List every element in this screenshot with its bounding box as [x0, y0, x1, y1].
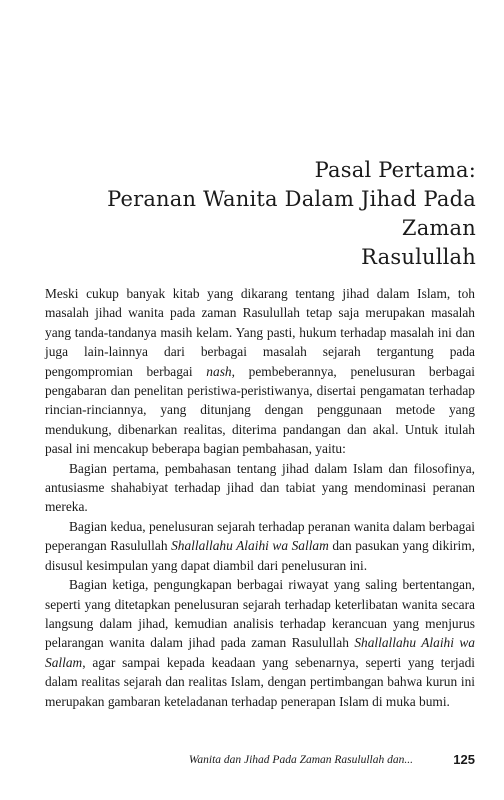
part-1-text: Bagian pertama, pembahasan tentang jihad dalam Islam dan filosofinya, antusiasme shahabiyat terhadap jihad dan tabiat yang mendominasi peranan mereka.: [45, 460, 475, 515]
intro-text: Meski cukup banyak kitab yang dikarang tentang jihad dalam Islam, toh masalah jihad wanita pada zaman Rasulullah tetap saja merupakan masalah yang tanda-tandanya masih kelam. Yang pasti, hukum terhadap masalah ini dan juga lain-lainnya dari berbagai masalah sejarah tergantung pada pengompromian berbagai: [45, 286, 475, 379]
part-3-text-b: , agar sampai kepada keadaan yang sebenarnya, seperti yang terjadi dalam realitas sejarah dan realitas Islam, dengan pertimbangan bahwa kurun ini merupakan gambaran keteladanan terhadap penerapan Islam di muka bumi.: [45, 654, 475, 709]
chapter-title-line-2: Peranan Wanita Dalam Jihad Pada Zaman: [107, 187, 476, 240]
intro-text-rest: , pembeberannya, penelusuran berbagai pengabaran dan penelitan peristiwa-peristiwanya, disertai pengamatan terhadap rincian-rinciannya, yang ditunjang dengan penggunaan metode yang mendukung, dibenarkan realitas, diterima pandangan dan akal. Untuk itulah pasal ini mencakup beberapa bagian pembahasan, yaitu:: [45, 363, 476, 457]
page-footer: [40, 752, 475, 772]
body-text: [45, 284, 475, 711]
part-2-italic-phrase: Shallallahu Alaihi wa Sallam: [171, 538, 329, 554]
part-2-text-a: Bagian kedua, penelusuran sejarah terhadap peranan wanita dalam berbagai peperangan Rasulullah: [45, 518, 475, 554]
part-1-paragraph: [45, 459, 475, 517]
part-3-text-a: Bagian ketiga, pengungkapan berbagai riwayat yang saling bertentangan, seperti yang ditetapkan penelusuran sejarah terhadap keterlibatan wanita secara langsung dalam jihad, kemudian analisis terhadap kerancuan yang menjurus pelarangan wanita dalam jihad pada zaman Rasulullah: [45, 577, 475, 651]
part-3-italic-phrase: Shallallahu Alaihi wa Sallam: [45, 635, 476, 670]
part-2-text-b: dan pasukan yang dikirim, disusul kesimpulan yang dapat diambil dari penelusuran ini.: [45, 538, 475, 573]
intro-italic-term: nash: [206, 363, 232, 379]
part-3-paragraph: [45, 575, 475, 711]
chapter-title-line-1: Pasal Pertama:: [314, 158, 476, 182]
chapter-title: [36, 156, 476, 272]
intro-paragraph: [45, 284, 475, 459]
page-number: 125: [453, 752, 475, 767]
chapter-title-line-3: Rasulullah: [361, 245, 476, 269]
running-title: Wanita dan Jihad Pada Zaman Rasulullah dan...: [188, 754, 413, 766]
part-2-paragraph: [45, 517, 475, 575]
